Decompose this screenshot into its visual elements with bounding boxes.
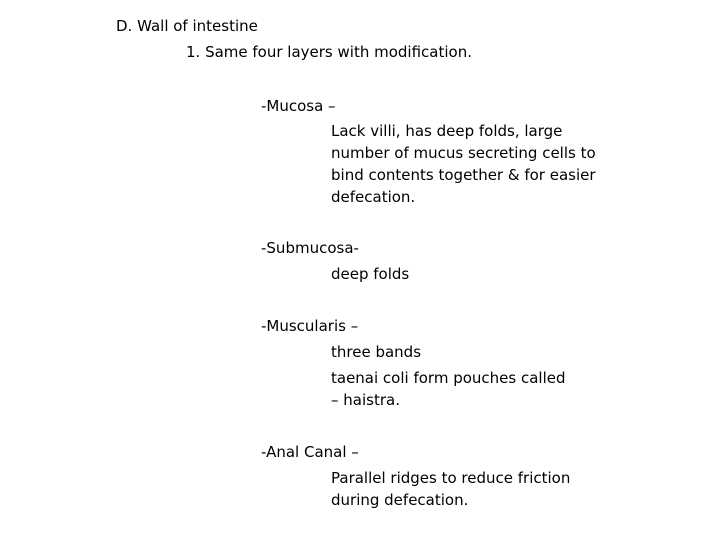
muscularis-text-line: taenai coli form pouches called xyxy=(331,369,566,387)
page-subtitle: 1. Same four layers with modification. xyxy=(186,43,472,61)
mucosa-text-line: defecation. xyxy=(331,188,416,206)
page-title: D. Wall of intestine xyxy=(116,17,258,35)
mucosa-text-line: Lack villi, has deep folds, large xyxy=(331,122,563,140)
mucosa-text-line: bind contents together & for easier xyxy=(331,166,596,184)
muscularis-label: -Muscularis – xyxy=(261,317,359,335)
anal-canal-label: -Anal Canal – xyxy=(261,443,359,461)
anal-canal-text-line: Parallel ridges to reduce friction xyxy=(331,469,571,487)
submucosa-text-line: deep folds xyxy=(331,265,410,283)
submucosa-label: -Submucosa- xyxy=(261,239,359,257)
mucosa-text-line: number of mucus secreting cells to xyxy=(331,144,596,162)
muscularis-text-line: – haistra. xyxy=(331,391,400,409)
anal-canal-text-line: during defecation. xyxy=(331,491,469,509)
mucosa-label: -Mucosa – xyxy=(261,97,336,115)
muscularis-text-line: three bands xyxy=(331,343,422,361)
